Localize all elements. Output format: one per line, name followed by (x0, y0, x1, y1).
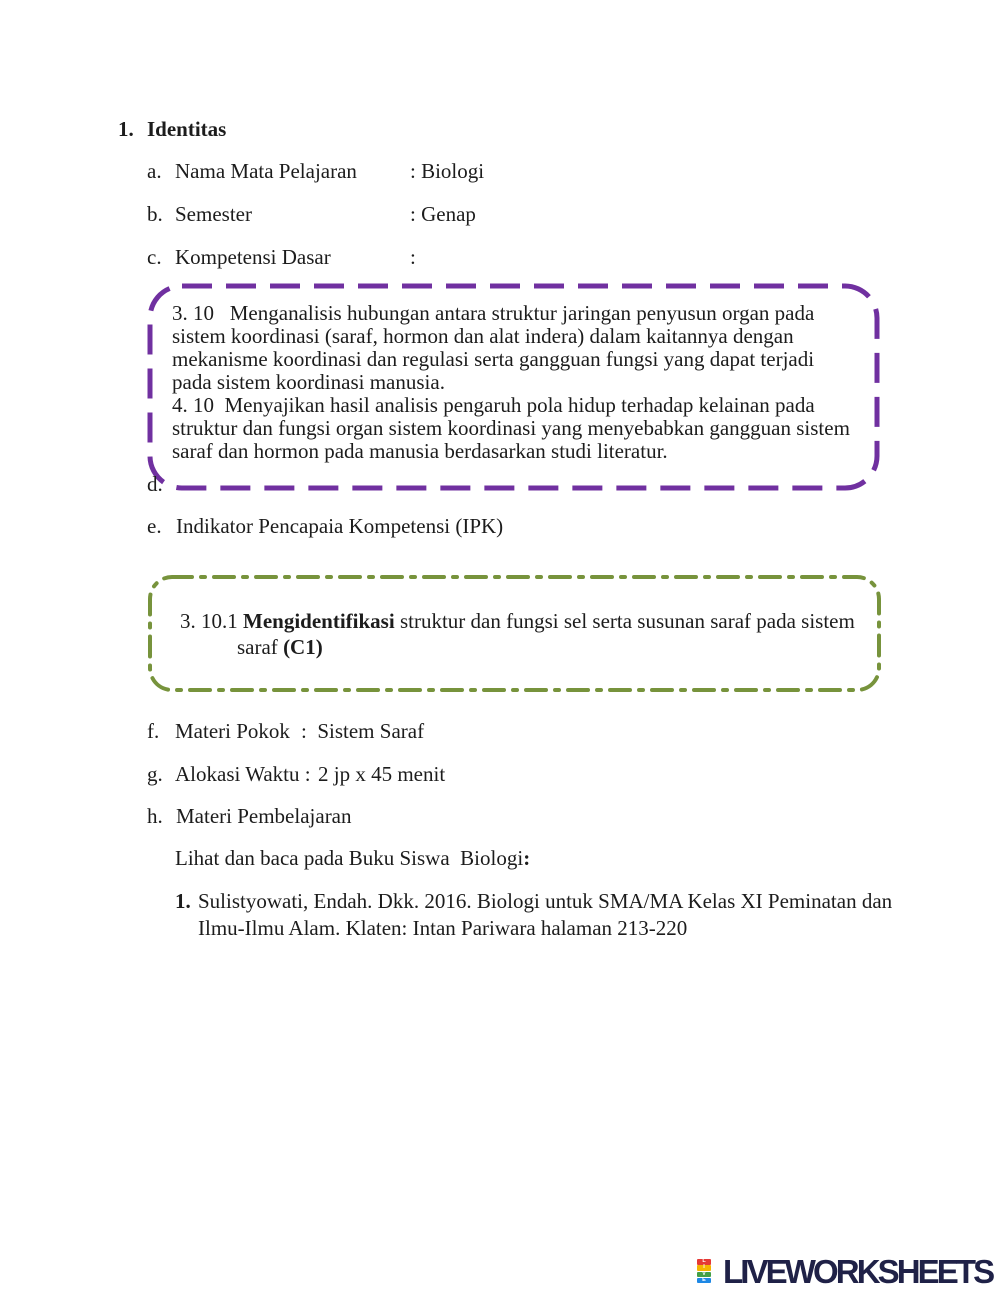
kompetensi-dasar-text (172, 302, 850, 463)
ipk-box-border (150, 577, 879, 690)
kd-line: 3. 10 Menganalisis hubungan antara struktur jaringan penyusun organ pada (172, 301, 815, 325)
item-a-marker: a. (147, 159, 162, 183)
section-title: Identitas (147, 117, 227, 141)
kd-line: pada sistem koordinasi manusia. (172, 370, 445, 394)
ipk-verb: Mengidentifikasi (243, 609, 395, 633)
item-g-marker: g. (147, 762, 163, 786)
reference-line: Ilmu-Ilmu Alam. Klaten: Intan Pariwara halaman 213-220 (198, 916, 688, 940)
liveworksheets-logo[interactable] (697, 1253, 995, 1290)
section-number: 1. (118, 117, 134, 141)
logo-tile: L (697, 1259, 711, 1265)
materi-pembelajaran-label: Materi Pembelajaran (176, 804, 352, 828)
ipk-line-2 (237, 635, 323, 659)
ipk-line-1 (180, 609, 855, 633)
mata-pelajaran-value: : Biologi (410, 159, 485, 183)
item-b-marker: b. (147, 202, 163, 226)
reference-number: 1. (175, 889, 191, 913)
kd-line: saraf dan hormon pada manusia berdasarkan studi literatur. (172, 439, 668, 463)
materi-intro-colon: : (523, 846, 531, 870)
reference-line: Sulistyowati, Endah. Dkk. 2016. Biologi untuk SMA/MA Kelas XI Peminatan dan (198, 889, 893, 913)
semester-label: Semester (175, 202, 252, 226)
semester-value: : Genap (410, 202, 476, 226)
kd-line: 4. 10 Menyajikan hasil analisis pengaruh pola hidup terhadap kelainan pada (172, 393, 815, 417)
ipk-description: struktur dan fungsi sel serta susunan saraf pada sistem (394, 609, 855, 633)
ipk-number: 3. 10.1 (180, 609, 243, 633)
kompetensi-dasar-value: : (410, 245, 416, 269)
kompetensi-dasar-label: Kompetensi Dasar (175, 245, 331, 269)
mata-pelajaran-label: Nama Mata Pelajaran (175, 159, 357, 183)
materi-intro (175, 846, 530, 870)
materi-pokok-value: : Sistem Saraf (301, 719, 425, 743)
kd-line: mekanisme koordinasi dan regulasi serta gangguan fungsi yang dapat terjadi (172, 347, 815, 371)
logo-tiles-icon (697, 1259, 711, 1284)
item-e-marker: e. (147, 514, 162, 538)
kd-line: struktur dan fungsi organ sistem koordinasi yang menyebabkan gangguan sistem (172, 416, 850, 440)
ipk-description-cont: saraf (237, 635, 284, 659)
alokasi-waktu-value: 2 jp x 45 menit (318, 762, 446, 786)
kd-line: sistem koordinasi (saraf, hormon dan alat indera) dalam kaitannya dengan (172, 324, 794, 348)
item-h-marker: h. (147, 804, 163, 828)
logo-tile: E (697, 1278, 711, 1284)
alokasi-waktu-label: Alokasi Waktu : (175, 762, 311, 786)
materi-pokok-label: Materi Pokok (175, 719, 290, 743)
ipk-level: (C1) (283, 635, 323, 659)
logo-tile: I (697, 1265, 711, 1271)
ipk-box (146, 573, 883, 694)
logo-tile: V (697, 1272, 711, 1278)
logo-wordmark: LIVEWORKSHEETS (723, 1253, 993, 1290)
item-f-marker: f. (147, 719, 160, 743)
item-d-marker: d. (147, 472, 163, 496)
item-c-marker: c. (147, 245, 162, 269)
materi-intro-text: Lihat dan baca pada Buku Siswa Biologi (175, 846, 524, 870)
ipk-label: Indikator Pencapaia Kompetensi (IPK) (176, 514, 504, 538)
